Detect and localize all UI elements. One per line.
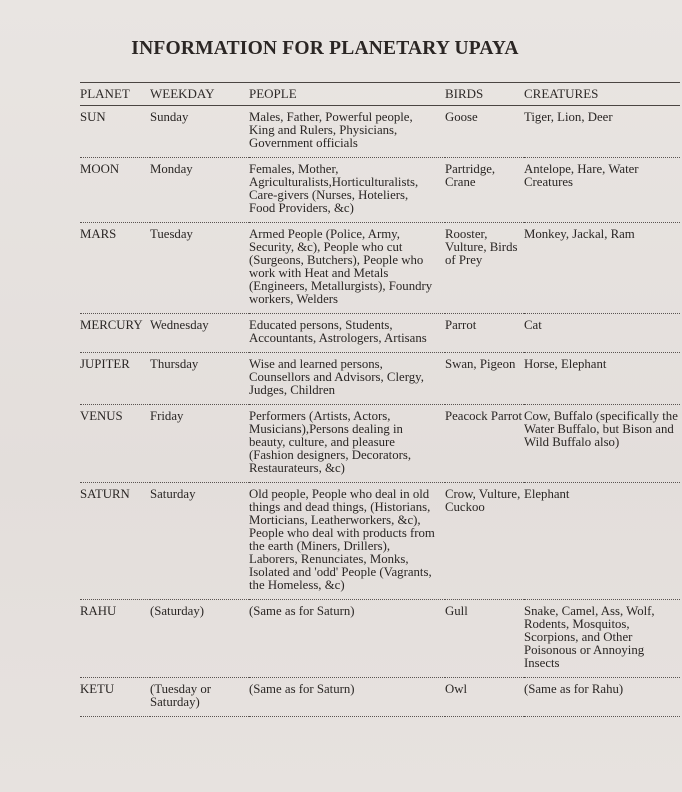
people-cell: (Same as for Saturn) bbox=[249, 678, 445, 717]
planet-cell: SUN bbox=[80, 106, 150, 158]
table-row bbox=[80, 158, 680, 223]
header-creatures: CREATURES bbox=[524, 83, 680, 106]
people-cell: Females, Mother, Agriculturalists,Horticulturalists, Care-givers (Nurses, Hoteliers, Food Providers, &c) bbox=[249, 158, 445, 223]
table-row bbox=[80, 314, 680, 353]
people-cell: Males, Father, Powerful people, King and Rulers, Physicians, Government officials bbox=[249, 106, 445, 158]
people-cell: (Same as for Saturn) bbox=[249, 600, 445, 678]
creatures-cell: Cow, Buffalo (specifically the Water Buffalo, but Bison and Wild Buffalo also) bbox=[524, 405, 680, 483]
planet-cell: KETU bbox=[80, 678, 150, 717]
table-row bbox=[80, 600, 680, 678]
planetary-upaya-table bbox=[80, 82, 680, 717]
birds-cell: Peacock Parrot bbox=[445, 405, 524, 483]
weekday-cell: (Saturday) bbox=[150, 600, 249, 678]
birds-cell: Partridge, Crane bbox=[445, 158, 524, 223]
header-weekday: WEEKDAY bbox=[150, 83, 249, 106]
creatures-cell: Tiger, Lion, Deer bbox=[524, 106, 680, 158]
creatures-cell: Cat bbox=[524, 314, 680, 353]
weekday-cell: Monday bbox=[150, 158, 249, 223]
planet-cell: RAHU bbox=[80, 600, 150, 678]
people-cell: Performers (Artists, Actors, Musicians),Persons dealing in beauty, culture, and pleasure (Fashion designers, Decorators, Restaurateurs, &c) bbox=[249, 405, 445, 483]
table-row bbox=[80, 106, 680, 158]
birds-cell: Parrot bbox=[445, 314, 524, 353]
planet-cell: MERCURY bbox=[80, 314, 150, 353]
weekday-cell: Tuesday bbox=[150, 223, 249, 314]
table-row bbox=[80, 405, 680, 483]
planet-cell: SATURN bbox=[80, 483, 150, 600]
creatures-cell: Antelope, Hare, Water Creatures bbox=[524, 158, 680, 223]
header-birds: BIRDS bbox=[445, 83, 524, 106]
planet-cell: MOON bbox=[80, 158, 150, 223]
creatures-cell: (Same as for Rahu) bbox=[524, 678, 680, 717]
table-row bbox=[80, 678, 680, 717]
table-row bbox=[80, 483, 680, 600]
people-cell: Old people, People who deal in old things and dead things, (Historians, Morticians, Leatherworkers, &c), People who deal with products from the earth (Miners, Drillers), Laborers, Renunciates, Monks, Isolated and 'odd' People (Vagrants, the Homeless, &c) bbox=[249, 483, 445, 600]
table-row bbox=[80, 353, 680, 405]
creatures-cell: Elephant bbox=[524, 483, 680, 600]
birds-cell: Goose bbox=[445, 106, 524, 158]
birds-cell: Gull bbox=[445, 600, 524, 678]
header-planet: PLANET bbox=[80, 83, 150, 106]
planet-cell: VENUS bbox=[80, 405, 150, 483]
header-row bbox=[80, 83, 680, 106]
header-people: PEOPLE bbox=[249, 83, 445, 106]
birds-cell: Crow, Vulture, Cuckoo bbox=[445, 483, 524, 600]
people-cell: Educated persons, Students, Accountants, Astrologers, Artisans bbox=[249, 314, 445, 353]
creatures-cell: Snake, Camel, Ass, Wolf, Rodents, Mosquitos, Scorpions, and Other Poisonous or Annoying Insects bbox=[524, 600, 680, 678]
planet-cell: JUPITER bbox=[80, 353, 150, 405]
creatures-cell: Monkey, Jackal, Ram bbox=[524, 223, 680, 314]
weekday-cell: Friday bbox=[150, 405, 249, 483]
weekday-cell: (Tuesday or Saturday) bbox=[150, 678, 249, 717]
birds-cell: Owl bbox=[445, 678, 524, 717]
weekday-cell: Sunday bbox=[150, 106, 249, 158]
weekday-cell: Saturday bbox=[150, 483, 249, 600]
weekday-cell: Wednesday bbox=[150, 314, 249, 353]
birds-cell: Rooster, Vulture, Birds of Prey bbox=[445, 223, 524, 314]
people-cell: Wise and learned persons, Counsellors and Advisors, Clergy, Judges, Children bbox=[249, 353, 445, 405]
weekday-cell: Thursday bbox=[150, 353, 249, 405]
page-title: INFORMATION FOR PLANETARY UPAYA bbox=[131, 38, 519, 59]
birds-cell: Swan, Pigeon bbox=[445, 353, 524, 405]
creatures-cell: Horse, Elephant bbox=[524, 353, 680, 405]
table-row bbox=[80, 223, 680, 314]
planet-cell: MARS bbox=[80, 223, 150, 314]
people-cell: Armed People (Police, Army, Security, &c), People who cut (Surgeons, Butchers), People who work with Heat and Metals (Engineers, Metallurgists), Foundry workers, Welders bbox=[249, 223, 445, 314]
